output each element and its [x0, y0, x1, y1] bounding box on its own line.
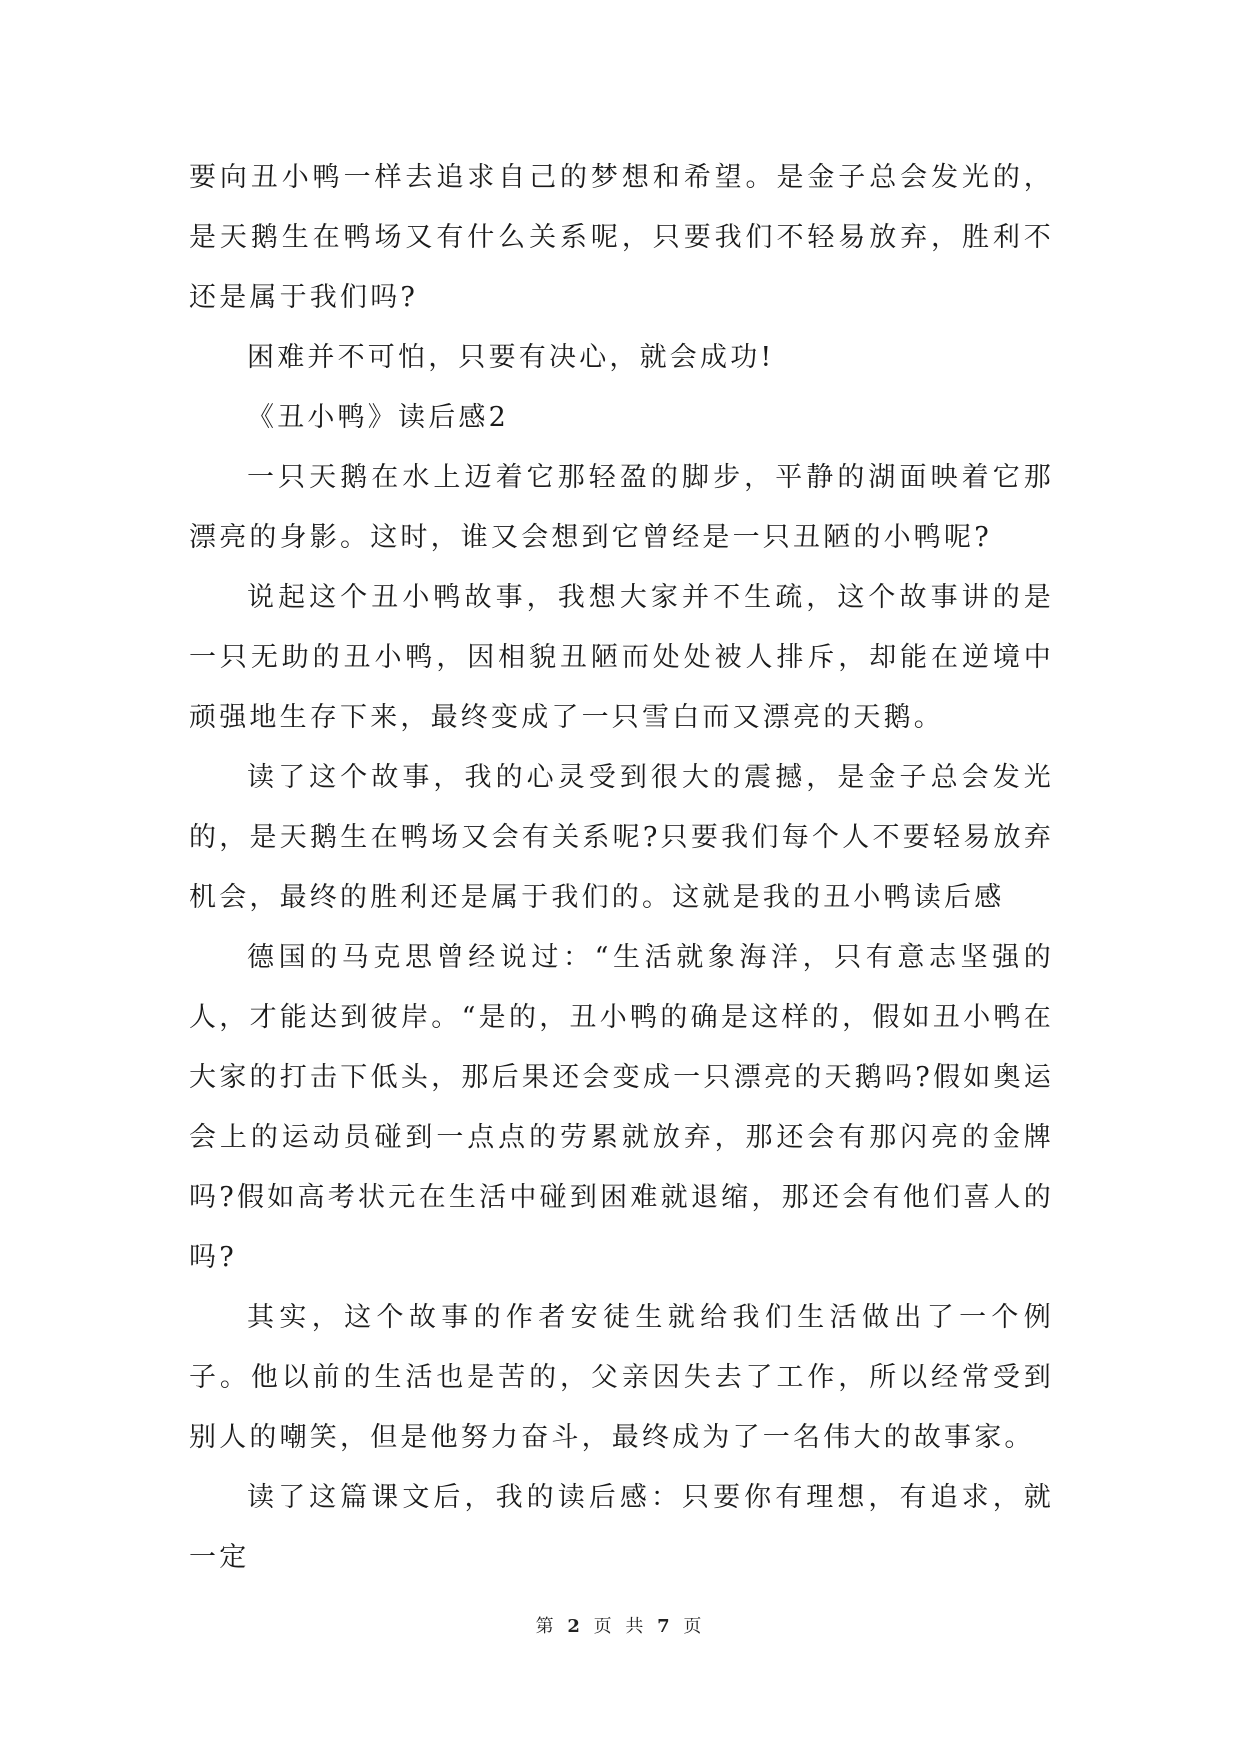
footer-prefix: 第 — [535, 1616, 558, 1637]
section-heading: 《丑小鸭》读后感2 — [247, 402, 509, 433]
page-footer — [0, 1612, 1241, 1638]
paragraph-7: 德国的马克思曾经说过：“生活就象海洋，只有意志坚强的人，才能达到彼岸。“是的，丑小鸭的确是这样的，假如丑小鸭在大家的打击下低头，那后果还会变成一只漂亮的天鹅吗?假如奥运会上的运动员碰到一点点的劳累就放弃，那还会有那闪亮的金牌吗?假如高考状元在生活中碰到困难就退缩，那还会有他们喜人的吗? — [189, 942, 1054, 1273]
paragraph-5: 说起这个丑小鸭故事，我想大家并不生疏，这个故事讲的是一只无助的丑小鸭，因相貌丑陋而处处被人排斥，却能在逆境中顽强地生存下来，最终变成了一只雪白而又漂亮的天鹅。 — [189, 582, 1054, 733]
document-body — [189, 148, 1054, 1588]
footer-total-pages: 7 — [657, 1616, 674, 1637]
paragraph-2: 困难并不可怕，只要有决心，就会成功! — [247, 342, 775, 373]
footer-page-number: 2 — [567, 1616, 584, 1637]
paragraph-1: 要向丑小鸭一样去追求自己的梦想和希望。是金子总会发光的，是天鹅生在鸭场又有什么关系呢，只要我们不轻易放弃，胜利不还是属于我们吗? — [189, 162, 1054, 313]
paragraph-9: 读了这篇课文后，我的读后感：只要你有理想，有追求，就一定 — [189, 1482, 1054, 1573]
footer-suffix: 页 — [683, 1616, 706, 1637]
paragraph-6: 读了这个故事，我的心灵受到很大的震撼，是金子总会发光的，是天鹅生在鸭场又会有关系呢?只要我们每个人不要轻易放弃机会，最终的胜利还是属于我们的。这就是我的丑小鸭读后感 — [189, 762, 1054, 913]
footer-middle: 页 共 — [593, 1616, 648, 1637]
paragraph-8: 其实，这个故事的作者安徒生就给我们生活做出了一个例子。他以前的生活也是苦的，父亲因失去了工作，所以经常受到别人的嘲笑，但是他努力奋斗，最终成为了一名伟大的故事家。 — [189, 1302, 1054, 1453]
paragraph-4: 一只天鹅在水上迈着它那轻盈的脚步，平静的湖面映着它那漂亮的身影。这时，谁又会想到它曾经是一只丑陋的小鸭呢? — [189, 462, 1054, 553]
